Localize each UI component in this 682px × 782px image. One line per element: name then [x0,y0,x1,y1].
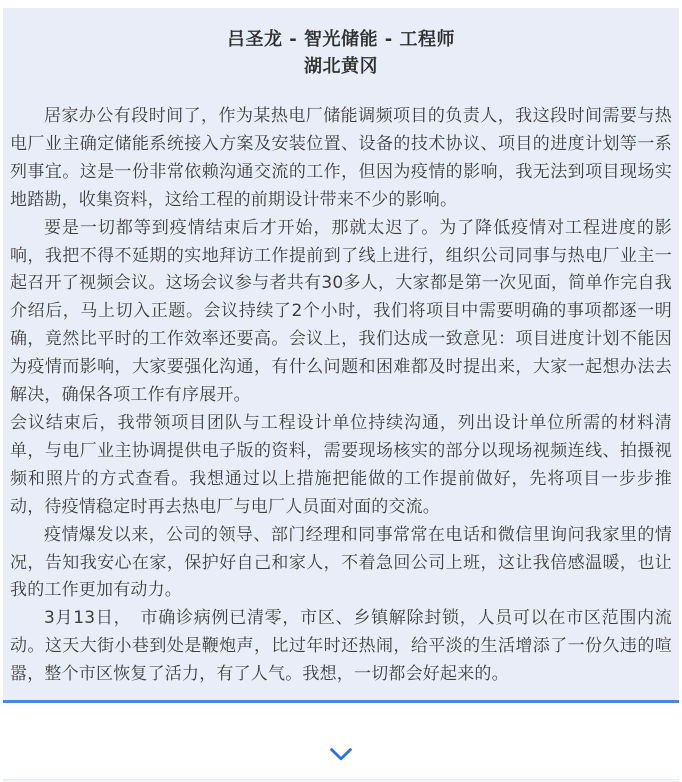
article-location: 湖北黄冈 [304,56,378,77]
article-paragraph: 会议结束后，我带领项目团队与工程设计单位持续沟通，列出设计单位所需的材料清单，与电厂业主协调提供电子版的资料，需要现场核实的部分以现场视频连线、拍摄视频和照片的方式查看。我想通过以上措施把能做的工作提前做好，先将项目一步步推动，待疫情稳定时再去热电厂与电厂人员面对面的交流。 [10,412,672,517]
article-paragraph: 疫情爆发以来，公司的领导、部门经理和同事常常在电话和微信里询问我家里的情况，告知我安心在家，保护好自己和家人，不着急回公司上班，这让我倍感温暖，也让我的工作更加有动力。 [10,524,672,601]
article-body [10,103,672,689]
article-card [3,8,679,703]
expand-button[interactable] [322,744,360,765]
article-paragraph: 要是一切都等到疫情结束后才开始，那就太迟了。为了降低疫情对工程进度的影响，我把不得不延期的实地拜访工作提前到了线上进行，组织公司同事与热电厂业主一起召开了视频会议。这场会议参与者共有30多人，大家都是第一次见面，简单作完自我介绍后，马上切入正题。会议持续了2个小时，我们将项目中需要明确的事项都逐一明确，竟然比平时的工作效率还要高。会议上，我们达成一致意见：项目进度计划不能因为疫情而影响，大家要强化沟通，有什么问题和困难都及时提出来，大家一起想办法去解决，确保各项工作有序展开。 [10,217,672,406]
article-paragraph: 居家办公有段时间了，作为某热电厂储能调频项目的负责人，我这段时间需要与热电厂业主确定储能系统接入方案及安装位置、设备的技术协议、项目的进度计划等一系列事宜。这是一份非常依赖沟通交流的工作，但因为疫情的影响，我无法到项目现场实地踏勘，收集资料，这给工程的前期设计带来不少的影响。 [10,106,672,210]
expand-area [3,703,679,782]
chevron-down-icon [330,748,352,761]
article-paragraph: 3月13日， 市确诊病例已清零，市区、乡镇解除封锁，人员可以在市区范围内流动。这天大街小巷到处是鞭炮声，比过年时还热闹，给平淡的生活增添了一份久违的喧嚣，整个市区恢复了活力，有了人气。我想，一切都会好起来的。 [10,608,672,685]
article-title: 吕圣龙 - 智光储能 - 工程师 [226,29,455,50]
